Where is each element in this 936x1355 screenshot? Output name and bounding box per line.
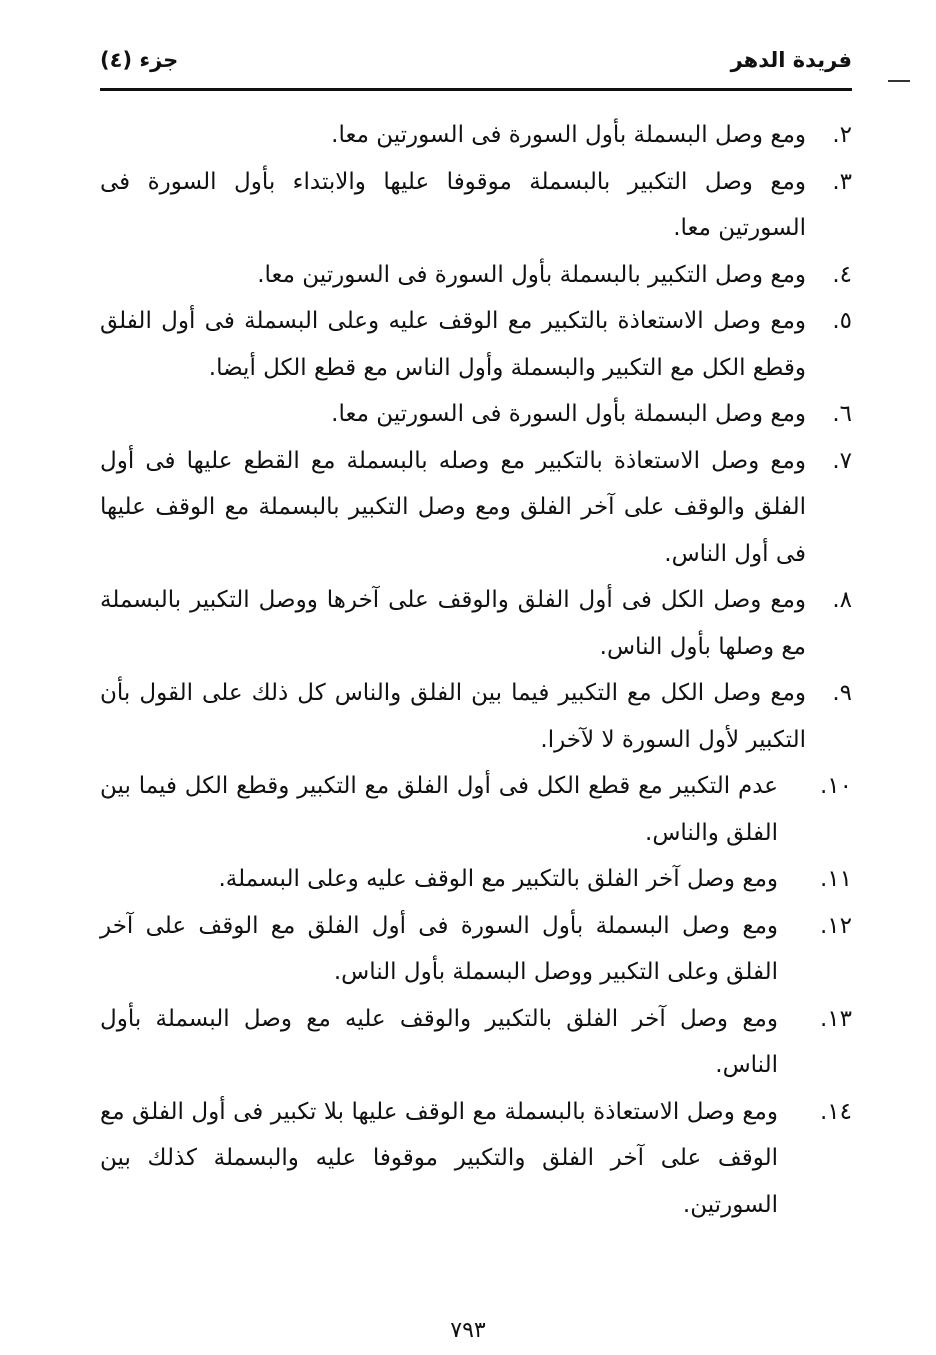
list-item — [100, 670, 852, 763]
item-number: ١٣. — [819, 1005, 852, 1032]
book-title: فريدة الدهر — [730, 48, 852, 72]
numbered-list — [100, 112, 852, 1228]
item-number: ٦. — [832, 401, 852, 427]
item-text: ومع وصل التكبير بالبسملة بأول السورة فى السورتين معا. — [257, 261, 806, 288]
list-item — [100, 159, 852, 252]
item-number: ٨. — [832, 587, 852, 613]
item-text: ومع وصل آخر الفلق بالتكبير والوقف عليه مع وصل البسملة بأول الناس. — [100, 1005, 778, 1078]
item-text: ومع وصل البسملة بأول السورة فى أول الفلق مع الوقف على آخر الفلق وعلى التكبير ووصل البسملة بأول الناس. — [100, 912, 778, 985]
list-item — [100, 996, 852, 1089]
list-item — [100, 438, 852, 578]
list-item — [100, 903, 852, 996]
item-number: ١٤. — [819, 1098, 852, 1125]
part-label: جزء (٤) — [100, 48, 179, 72]
list-item — [100, 763, 852, 856]
running-header — [100, 40, 852, 91]
item-number: ٥. — [832, 308, 852, 334]
item-text: عدم التكبير مع قطع الكل فى أول الفلق مع التكبير وقطع الكل فيما بين الفلق والناس. — [100, 773, 778, 846]
page-number: ٧٩٣ — [450, 1318, 486, 1343]
list-item — [100, 856, 852, 903]
list-item — [100, 1089, 852, 1229]
item-text: ومع وصل الكل فى أول الفلق والوقف على آخرها ووصل التكبير بالبسملة مع وصلها بأول الناس. — [100, 587, 806, 660]
item-number: ١٠. — [819, 773, 852, 799]
list-item — [100, 577, 852, 670]
item-number: ٩. — [832, 680, 852, 706]
item-text: ومع وصل آخر الفلق بالتكبير مع الوقف عليه وعلى البسملة. — [218, 866, 778, 892]
list-item — [100, 252, 852, 299]
item-number: ٣. — [832, 168, 852, 195]
list-item — [100, 112, 852, 159]
list-item — [100, 298, 852, 391]
item-text: ومع وصل الاستعاذة بالبسملة مع الوقف عليها بلا تكبير فى أول الفلق مع الوقف على آخر الفلق والتكبير موقوفا عليه والبسملة كذلك بين السورتين. — [100, 1098, 778, 1218]
item-number: ١١. — [819, 866, 852, 892]
item-text: ومع وصل التكبير بالبسملة موقوفا عليها والابتداء بأول السورة فى السورتين معا. — [100, 168, 806, 241]
list-item — [100, 391, 852, 438]
item-number: ١٢. — [819, 912, 852, 939]
item-number: ٢. — [832, 122, 852, 148]
item-text: ومع وصل البسملة بأول السورة فى السورتين معا. — [331, 122, 806, 148]
item-text: ومع وصل الكل مع التكبير فيما بين الفلق والناس كل ذلك على القول بأن التكبير لأول السورة لا لآخرا. — [100, 680, 806, 753]
margin-mark — [888, 80, 910, 82]
item-number: ٧. — [832, 447, 852, 474]
item-text: ومع وصل الاستعاذة بالتكبير مع وصله بالبسملة مع القطع عليها فى أول الفلق والوقف على آخر الفلق ومع وصل التكبير بالبسملة مع الوقف عليها فى أول الناس. — [100, 447, 806, 567]
item-number: ٤. — [832, 261, 852, 288]
item-text: ومع وصل الاستعاذة بالتكبير مع الوقف عليه وعلى البسملة فى أول الفلق وقطع الكل مع التكبير والبسملة وأول الناس مع قطع الكل أيضا. — [100, 308, 806, 381]
item-text: ومع وصل البسملة بأول السورة فى السورتين معا. — [331, 401, 806, 427]
